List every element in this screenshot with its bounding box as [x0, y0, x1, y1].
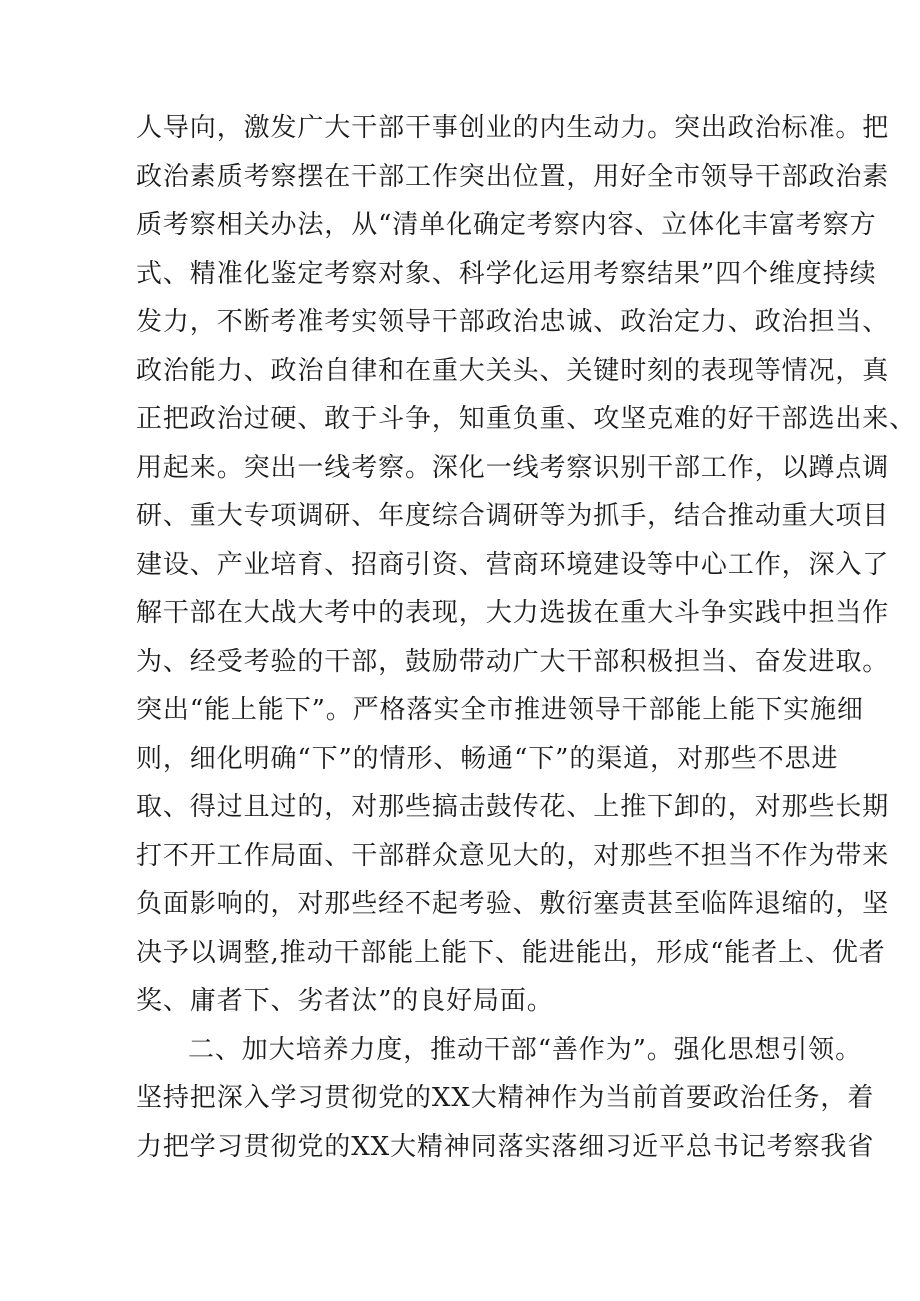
body-text: [136, 104, 917, 1171]
paragraph-political-standards: [136, 104, 917, 1026]
text-line: 为、经受考验的干部，鼓励带动广大干部积极担当、奋发进取。: [136, 646, 890, 677]
text-line: 式、精准化鉴定考察对象、科学化运用考察结果”四个维度持续: [136, 258, 877, 289]
text-line: 人导向，激发广大干部干事创业的内生动力。突出政治标准。把: [136, 113, 890, 143]
text-line: 力把学习贯彻党的XX大精神同落实落细习近平总书记考察我省: [136, 1131, 875, 1162]
text-line: 用起来。突出一线考察。深化一线考察识别干部工作，以蹲点调: [136, 452, 890, 483]
text-line: 政治素质考察摆在干部工作突出位置，用好全市领导干部政治素: [136, 161, 890, 192]
text-line: 则，细化明确“下”的情形、畅通“下”的渠道，对那些不思进: [136, 743, 839, 774]
text-line: 突出“能上能下”。严格落实全市推进领导干部能上能下实施细: [136, 695, 864, 725]
text-line: 研、重大专项调研、年度综合调研等为抓手，结合推动重大项目: [136, 501, 890, 531]
text-line: 负面影响的，对那些经不起考验、敷衍塞责甚至临阵退缩的，坚: [136, 889, 890, 919]
text-line: 奖、庸者下、劣者汰”的良好局面。: [136, 986, 554, 1016]
text-line: 决予以调整,推动干部能上能下、能进能出，形成“能者上、优者: [136, 937, 886, 968]
text-line: 正把政治过硬、敢于斗争，知重负重、攻坚克难的好干部选出来、: [136, 404, 917, 434]
text-line: 建设、产业培育、招商引资、营商环境建设等中心工作，深入了: [136, 549, 890, 580]
paragraph-section-two: [136, 1026, 875, 1172]
text-line: 打不开工作局面、干部群众意见大的，对那些不担当不作为带来: [136, 840, 890, 871]
text-line: 取、得过且过的，对那些搞击鼓传花、上推下卸的，对那些长期: [136, 792, 890, 822]
text-line: 坚持把深入学习贯彻党的XX大精神作为当前首要政治任务，着: [136, 1083, 875, 1113]
text-line: 解干部在大战大考中的表现，大力选拔在重大斗争实践中担当作: [136, 598, 890, 628]
section-heading-line: 二、加大培养力度，推动干部“善作为”。强化思想引领。: [188, 1034, 862, 1065]
text-line: 质考察相关办法，从“清单化确定考察内容、立体化丰富考察方: [136, 210, 877, 240]
text-line: 政治能力、政治自律和在重大关头、关键时刻的表现等情况，真: [136, 355, 890, 386]
text-line: 发力，不断考准考实领导干部政治忠诚、政治定力、政治担当、: [136, 307, 890, 337]
